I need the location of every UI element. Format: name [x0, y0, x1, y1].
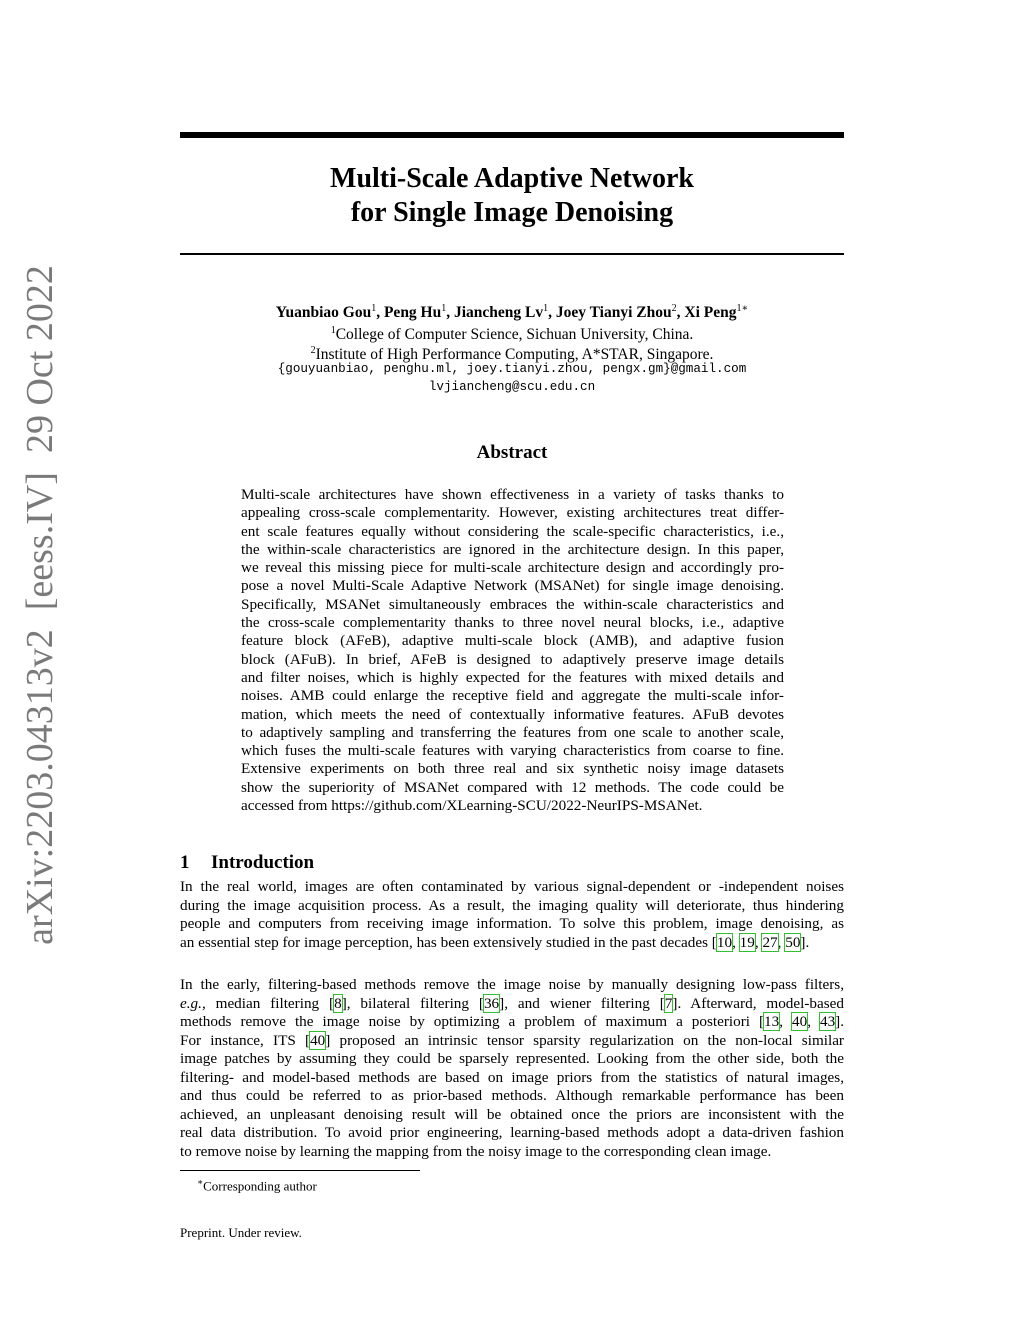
abstract-line: Multi-scale architectures have shown effectiveness in a variety of tasks thanks to [241, 486, 784, 503]
title-rule-bottom [180, 253, 844, 255]
author-affil-mark: 1 [371, 303, 377, 314]
text-run: ], and wiener filtering [ [499, 994, 665, 1012]
abstract-line: appealing cross-scale complementarity. However, existing architectures treat differ- [241, 504, 784, 522]
citation-link[interactable]: 7 [664, 994, 673, 1012]
affiliation-text: Institute of High Performance Computing, A*STAR, Singapore. [315, 346, 714, 364]
author-affil-mark: 2 [671, 303, 677, 314]
abstract-line: Specifically, MSANet simultaneously embraces the within-scale characteristics and [241, 595, 784, 613]
text-run: ] proposed an intrinsic tensor sparsity regularization on the non-local similar [325, 1031, 844, 1049]
author-email-secondary: lvjiancheng@scu.edu.cn [428, 380, 596, 394]
footnote [197, 1174, 317, 1194]
text-run: ]. [800, 933, 810, 951]
citation-link[interactable]: 43 [819, 1013, 836, 1030]
abstract-body [241, 486, 784, 815]
footnote-text: Corresponding author [203, 1178, 317, 1194]
abstract-line: mation, which meets the need of contextually informative features. AFuB devotes [241, 705, 784, 723]
abstract-line: ent scale features equally without considering the scale-specific characteristics, i.e., [241, 522, 784, 540]
abstract-line: noises. AMB could enlarge the receptive field and aggregate the multi-scale infor- [241, 687, 784, 705]
author-affil-mark: 1 [441, 303, 447, 314]
abstract-line: which fuses the multi-scale features with varying characteristics from coarse to fine. [241, 742, 784, 760]
affiliation-mark: 1 [330, 325, 336, 336]
text-run: ]. Afterward, model-based [672, 994, 844, 1012]
citation-link[interactable]: 27 [762, 933, 778, 951]
abstract-line: pose a novel Multi-Scale Adaptive Network (MSANet) for single image denoising. [241, 577, 784, 595]
abstract-line: and filter noises, which is highly expected for the features with mixed details and [241, 668, 784, 686]
author-separator: , [548, 304, 556, 322]
paper-title [180, 162, 844, 230]
paragraph-line: an essential step for image perception, has been extensively studied in the past decades [10, 19, 27, 50]. [180, 933, 810, 951]
paragraph-line: In the early, filtering-based methods remove the image noise by manually designing low-pass filters, [180, 976, 844, 993]
abstract-line: the cross-scale complementarity thanks to three novel neural blocks, i.e., adaptive [241, 614, 784, 632]
text-run: methods remove the image noise by optimizing a problem of maximum a posteriori [ [180, 1013, 765, 1030]
citation-link[interactable]: 40 [792, 1013, 808, 1030]
section-heading-introduction [180, 851, 314, 875]
paragraph-line [180, 1032, 844, 1051]
paragraph-line: achieved, an unpleasant denoising result will be obtained once the priors are inconsistent with the [180, 1105, 844, 1123]
footnote-rule [180, 1170, 420, 1171]
abstract-line: feature block (AFeB), adaptive multi-scale block (AMB), and adaptive fusion [241, 632, 784, 650]
author-separator: , [376, 304, 384, 322]
paragraph-line: image patches by assuming they could be sparsely represented. Looking from the other side, both the [180, 1050, 844, 1067]
abstract-line: Extensive experiments on both three real and six synthetic noisy image datasets [241, 760, 784, 778]
author-emails: {gouyuanbiao, penghu.ml, joey.tianyi.zhou, pengx.gm}@gmail.com [277, 362, 747, 376]
title-line-2: for Single Image Denoising [350, 197, 674, 228]
title-line-1: Multi-Scale Adaptive Network [330, 163, 694, 194]
abstract-line: the within-scale characteristics are ignored in the architecture design. In this paper, [241, 540, 784, 558]
paragraph-line [180, 995, 844, 1014]
citation-link[interactable]: 40 [310, 1031, 326, 1049]
paragraph-line: real data distribution. To avoid prior engineering, learning-based methods adopt a data-driven fashion [180, 1124, 844, 1141]
abstract-line: accessed from https://github.com/XLearning-SCU/2022-NeurIPS-MSANet. [241, 797, 703, 815]
paragraph-line: during the image acquisition process. As a result, the imaging quality will deteriorate, thus hindering [180, 896, 844, 914]
abstract-line: to adaptively sampling and transferring the features from one scale to another scale, [241, 723, 784, 741]
author-separator: , [676, 304, 685, 322]
text-run: For instance, ITS [ [180, 1031, 311, 1049]
preprint-note: Preprint. Under review. [180, 1225, 302, 1240]
citation-link[interactable]: 13 [764, 1013, 780, 1030]
paragraph-line: methods remove the image noise by optimizing a problem of maximum a posteriori [13, 40, 43]. [180, 1013, 845, 1030]
paragraph-line: In the real world, images are often contaminated by various signal-dependent or -independent noises [180, 878, 844, 895]
section-number: 1 [180, 852, 190, 873]
abstract-line: show the superiority of MSANet compared with 12 methods. The code could be [241, 778, 784, 796]
title-rule-top [180, 132, 844, 138]
text-run: , median filtering [ [201, 994, 335, 1012]
paragraph-line: people and computers from receiving image information. To solve this problem, image denoising, as [180, 915, 844, 932]
citation-link[interactable]: 8 [334, 994, 342, 1012]
text-run: an essential step for image perception, has been extensively studied in the past decades [ [180, 933, 717, 951]
author-affil-mark: 1∗ [736, 303, 749, 314]
paragraph-line: and thus could be referred to as prior-based methods. Although remarkable performance has been [180, 1087, 844, 1104]
intro-paragraph-1 [180, 878, 844, 952]
text-run: ]. [835, 1013, 845, 1030]
section-title: Introduction [211, 852, 315, 873]
citation-link[interactable]: 36 [483, 994, 500, 1012]
affiliation-text: College of Computer Science, Sichuan University, China. [335, 326, 694, 344]
text-run: e.g. [180, 994, 202, 1012]
author-affil-mark: 1 [543, 303, 549, 314]
author-name: Peng Hu [383, 304, 442, 322]
author-name: Xi Peng [684, 304, 737, 322]
affiliation-mark: 2 [310, 345, 316, 356]
citation-link[interactable]: 50 [785, 933, 801, 951]
abstract-line: block (AFuB). In brief, AFeB is designed to adaptively preserve image details [241, 650, 784, 668]
author-separator: , [446, 304, 454, 322]
author-name: Jiancheng Lv [454, 304, 544, 322]
abstract-line: we reveal this missing piece for multi-scale architecture design and accordingly pro- [241, 559, 784, 577]
abstract-heading: Abstract [476, 442, 548, 463]
paragraph-line: to remove noise by learning the mapping from the noisy image to the corresponding clean image. [180, 1142, 772, 1160]
citation-link[interactable]: 10 [716, 933, 733, 951]
arxiv-sidebar-stamp: arXiv:2203.04313v2 [eess.IV] 29 Oct 2022 [19, 265, 61, 945]
citation-link[interactable]: 19 [739, 933, 755, 951]
paragraph-line: filtering- and model-based methods are based on image priors from the statistics of natural images, [180, 1068, 844, 1086]
text-run: ], bilateral filtering [ [341, 994, 484, 1012]
footnote-mark: ∗ [197, 1177, 204, 1187]
author-name: Yuanbiao Gou [275, 304, 372, 322]
intro-paragraph-2 [180, 976, 844, 1161]
author-name: Joey Tianyi Zhou [555, 304, 672, 322]
